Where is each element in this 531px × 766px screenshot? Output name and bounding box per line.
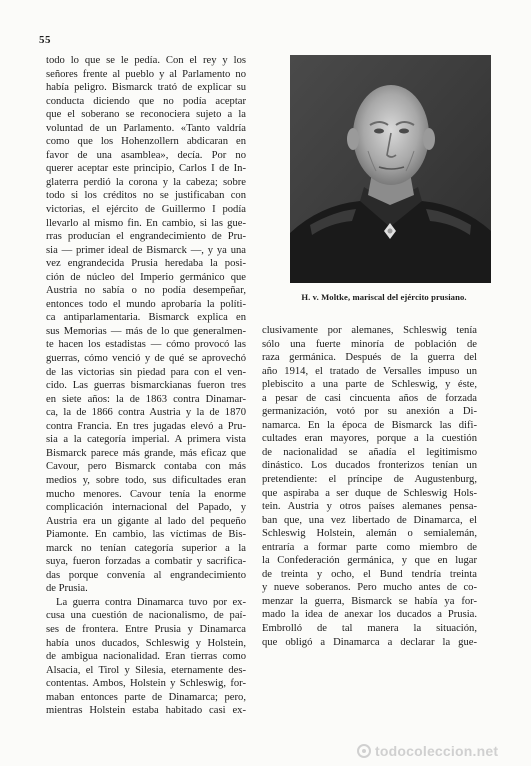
text-line: de nacionalidad se añadía el legitimismo [262, 446, 477, 458]
text-column-left [46, 54, 246, 718]
text-line: que aspiraba a ser duque de Schleswig Hols- [262, 487, 477, 499]
text-line: cultades eran mayores, porque a la cuestión [262, 433, 477, 445]
text-line: de las victorias sin piedad para con el ven- [46, 366, 246, 378]
text-line: como que los Hohenzollern abdicaran en [46, 136, 246, 148]
text-line: te hacen los estadistas — cómo provocó las [46, 339, 246, 351]
text-line: sia a la categoría imperial. A primera vista [46, 434, 246, 446]
text-line: Alsacia, el Tirol y Silesia, eternamente des- [46, 664, 246, 676]
text-line: Piamonte. En cambio, las víctimas de Bis- [46, 529, 246, 541]
text-line: plebiscito a una parte de Schleswig, y éste, [262, 379, 477, 391]
text-line: conducta diciendo que no podía aceptar [46, 95, 246, 107]
text-line: ca, la de 1866 contra Austria y la de 1870 [46, 407, 246, 419]
text-line: vez engrandecida Prusia heredaba la posi- [46, 258, 246, 270]
text-line: suya, fueron forzadas a combatir y sacrifica- [46, 556, 246, 568]
text-line: raza germánica. Después de la guerra del [262, 352, 477, 364]
text-line: había unos ducados, Schleswig y Holstein, [46, 637, 246, 649]
text-line: entonces todo el mundo aprobaría la políti- [46, 298, 246, 310]
text-line: sia — primer ideal de Bismarck —, y ya una [46, 244, 246, 256]
text-line: maban entonces parte de Dinamarca; pero, [46, 691, 246, 703]
text-line: de ambigua nacionalidad. Eran tierras como [46, 651, 246, 663]
text-line: ción de núcleo del Imperio germánico que [46, 271, 246, 283]
text-line: clusivamente por alemanes, Schleswig tenía [262, 325, 477, 336]
text-line: pretendiente: el príncipe de Augustenburg, [262, 474, 477, 486]
text-line: rras producían el engrandecimiento de Pru- [46, 231, 246, 243]
text-line: Schleswig Holstein, alemán o semialemán, [262, 528, 477, 540]
text-line: Cavour, pero Bismarck contaba con más [46, 461, 246, 473]
text-line: marck no tenían categoría superior a la [46, 542, 246, 554]
text-line: Austria era un gigante al lado del pequeño [46, 515, 246, 527]
text-line: germanización, votó por su anexión a Di- [262, 406, 477, 418]
text-line: ca antiparlamentaria. Bismarck explica en [46, 312, 246, 324]
text-line: entraría a formar parte como miembro de [262, 541, 477, 553]
text-line: medios y, sobre todo, sus dificultades eran [46, 474, 246, 486]
text-line: todo si los créditos no se justificaban con [46, 190, 246, 202]
text-line: y nueve soberanos. Pero mucho antes de co- [262, 582, 477, 594]
portrait-photo [290, 55, 491, 283]
text-line: cido. Las guerras bismarckianas fueron tres [46, 380, 246, 392]
watermark [357, 742, 498, 760]
text-line: mucho menores. Cavour tenía la enorme [46, 488, 246, 500]
text-line: voluntad de un Parlamento. «Tanto valdría [46, 122, 246, 134]
text-line: glaterra perdió la corona y la cabeza; sobre [46, 176, 246, 188]
text-line: Embrolló de tal manera la situación, [262, 623, 477, 635]
text-line: namarca. En la época de Bismarck las difi- [262, 419, 477, 431]
text-line: la Confederación germánica, y que en lugar [262, 555, 477, 567]
text-column-right [262, 324, 477, 649]
text-line: de treinta y ocho, el Bund tendría treinta [262, 568, 477, 580]
text-line: todo lo que se le pedía. Con el rey y los [46, 55, 246, 66]
moltke-portrait-image [290, 55, 491, 283]
text-line: sólo una fuerte minoría de población de [262, 338, 477, 350]
photo-caption: H. v. Moltke, mariscal del ejército prusiano. [301, 292, 467, 302]
text-line: querer aceptar este principio, Carlos I de In- [46, 163, 246, 175]
text-line: de Prusia. [46, 583, 88, 595]
text-line: año 1914, el tratado de Versalles impuso un [262, 365, 477, 377]
text-line: que obligó a Dinamarca a declarar la gue- [262, 636, 477, 648]
text-line: contentas. Ambos, Holstein y Schleswig, for- [46, 678, 246, 690]
text-line: ban que, una vez libertado de Dinamarca, el [262, 514, 477, 526]
text-line: contra Francia. En tres jugadas elevó a Pru- [46, 420, 246, 432]
text-line: guerras, cómo venció y de qué se aprovechó [46, 353, 246, 365]
text-line: ses de frontera. Entre Prusia y Dinamarca [46, 623, 246, 635]
text-line: favor de una asamblea», decía. Por no [46, 149, 246, 161]
text-line: La guerra contra Dinamarca tuvo por ex- [56, 596, 246, 608]
text-line: das porque convenía al engrandecimiento [46, 569, 246, 581]
watermark-text: todocoleccion.net [375, 743, 499, 759]
text-line: señores frente al pueblo y al Parlamento no [46, 68, 246, 80]
text-line: menzar la guerra, Bismarck se había ya for- [262, 595, 477, 607]
text-line: complicación internacional del Papado, y [46, 502, 246, 514]
text-line: que el soberano se reconociera sujeto a la [46, 109, 246, 121]
text-line: Austria no sabía o no podía desempeñar, [46, 285, 246, 297]
text-line: sus Memorias — más de lo que generalmen- [46, 325, 246, 337]
text-line: victorias, el ejército de Guillermo I podía [46, 204, 246, 216]
text-line: tein. Austria y otros países alemanes pensa- [262, 501, 477, 513]
page-number: 55 [39, 34, 51, 46]
text-line: mado la idea de anexar los ducados a Prusia. [262, 609, 477, 621]
text-line: había peligro. Bismarck trató de explicar su [46, 82, 246, 94]
text-line: cusa una cuestión de nacionalismo, de paí- [46, 610, 246, 622]
text-line: Bismarck parece más grande, más eficaz que [46, 447, 246, 459]
text-line: a pesar de casi cincuenta años de forzada [262, 392, 477, 404]
text-line: en siete años: la de 1863 contra Dinamar- [46, 393, 246, 405]
text-line: mientras Holstein estaba habitado casi ex- [46, 705, 246, 717]
text-line: llevarlo al mismo fin. En cambio, si las gue- [46, 217, 246, 229]
todocoleccion-logo-icon [357, 744, 371, 758]
text-line: dinástico. Los ducados fronterizos tenían un [262, 460, 477, 472]
